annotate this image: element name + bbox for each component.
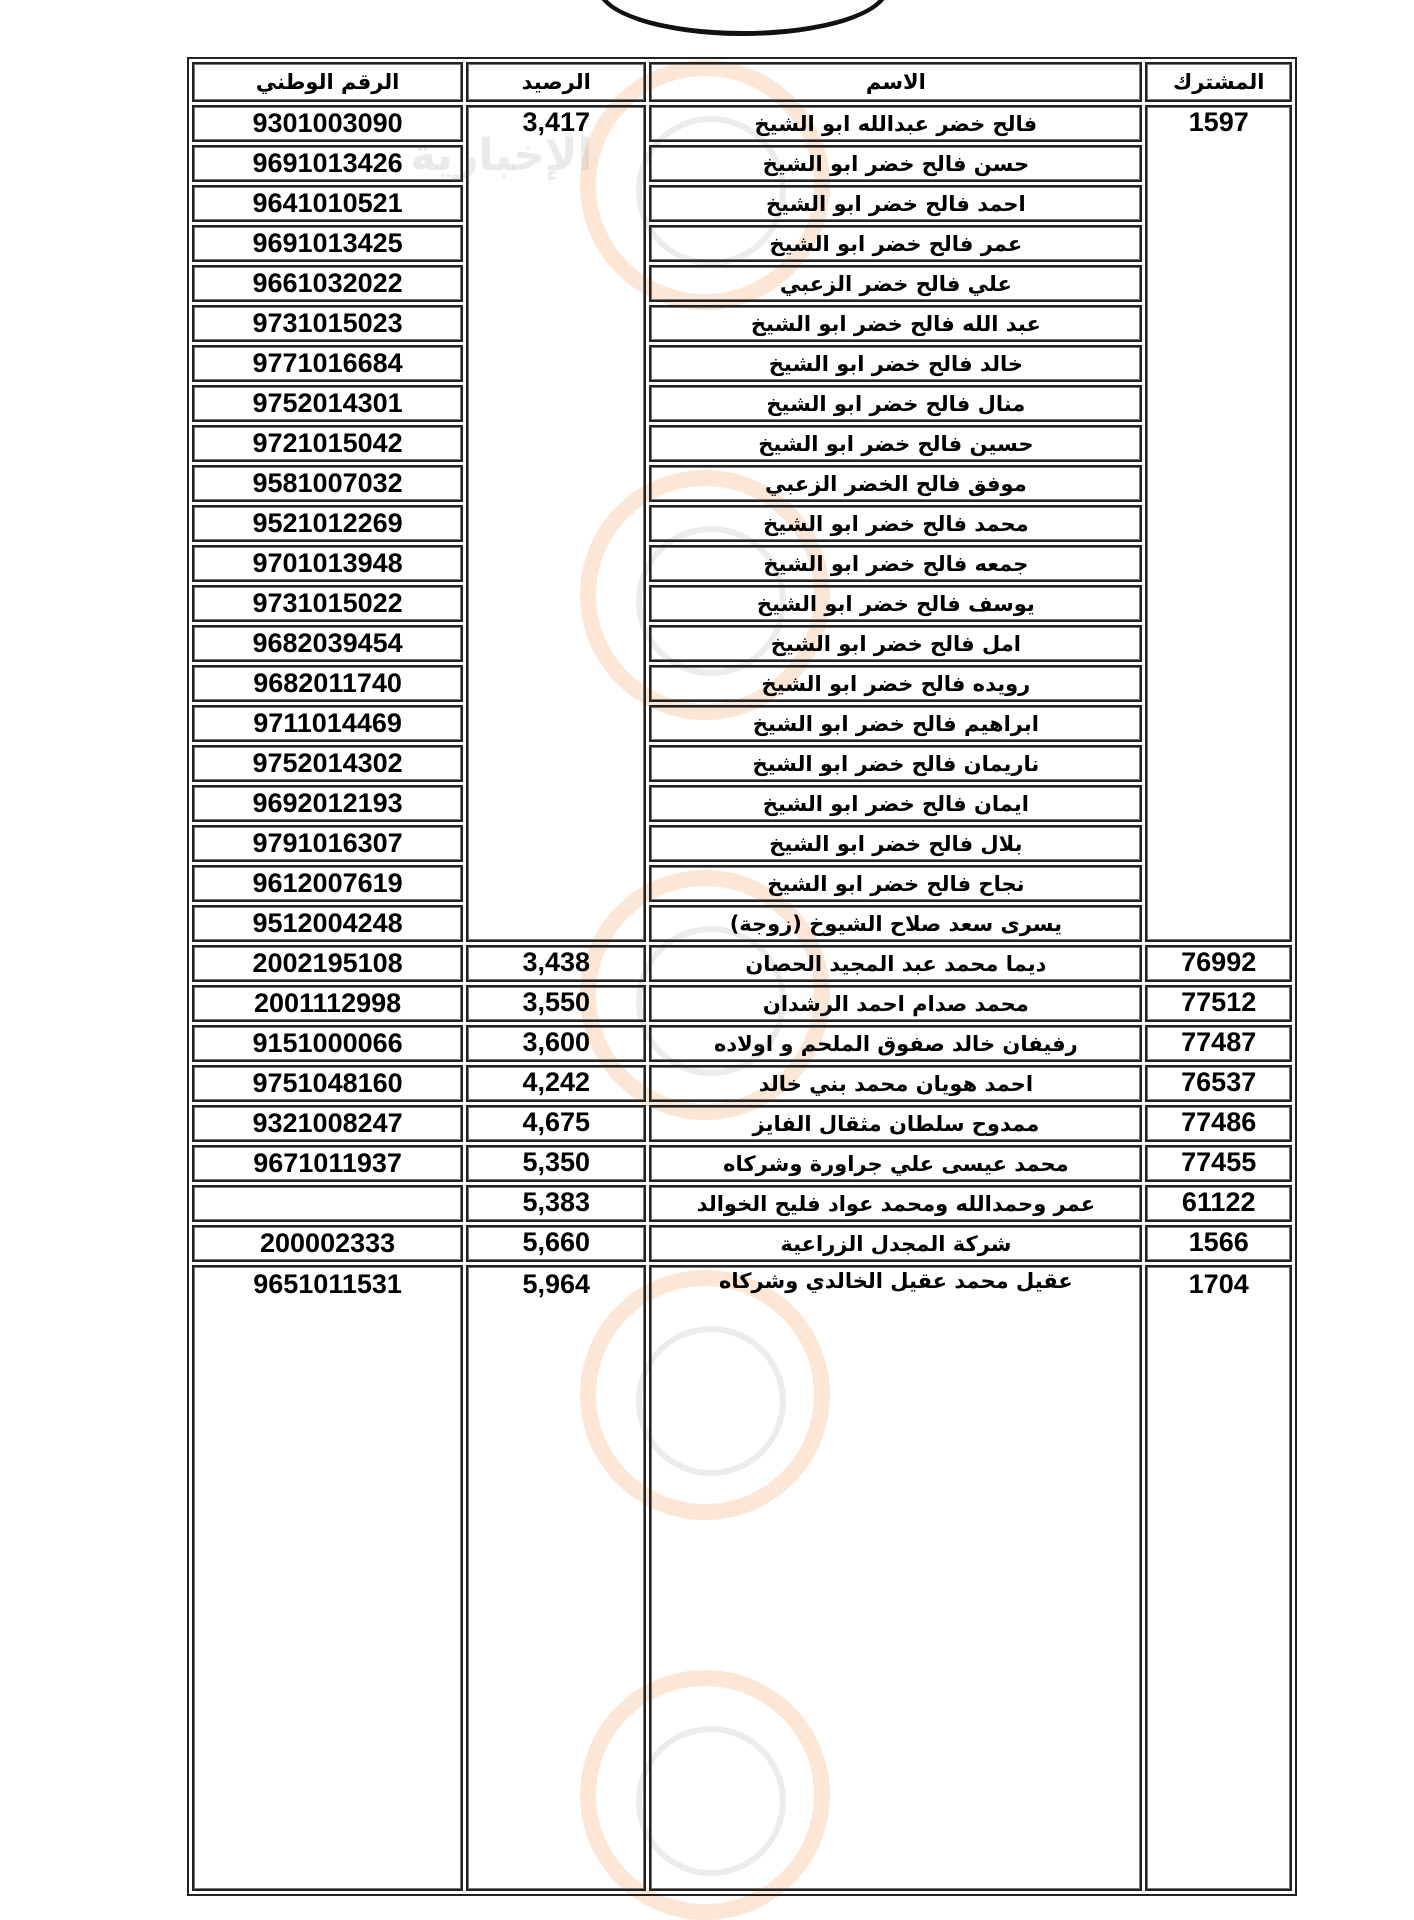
national-id-cell: 9752014301 bbox=[192, 385, 463, 422]
name-cell: ابراهيم فالح خضر ابو الشيخ bbox=[649, 705, 1142, 742]
national-id-cell: 9671011937 bbox=[192, 1145, 463, 1182]
table-row bbox=[192, 265, 1292, 302]
national-id-cell bbox=[192, 1185, 463, 1222]
table-row bbox=[192, 585, 1292, 622]
table-row bbox=[192, 825, 1292, 862]
watermark-subtitle: الإخبارية bbox=[410, 130, 593, 181]
national-id-cell: 9701013948 bbox=[192, 545, 463, 582]
table-row bbox=[192, 665, 1292, 702]
national-id-cell: 9691013426 bbox=[192, 145, 463, 182]
table-row bbox=[192, 625, 1292, 662]
name-cell: رفيفان خالد صفوق الملحم و اولاده bbox=[649, 1025, 1142, 1062]
national-id-cell: 9612007619 bbox=[192, 865, 463, 902]
table-header-row bbox=[192, 62, 1292, 102]
table-row bbox=[192, 1105, 1292, 1142]
table-row bbox=[192, 345, 1292, 382]
balance-cell: 5,383 bbox=[466, 1185, 646, 1222]
header-subscriber: المشترك bbox=[1145, 62, 1292, 102]
national-id-cell: 9651011531 bbox=[192, 1265, 463, 1891]
name-cell: بلال فالح خضر ابو الشيخ bbox=[649, 825, 1142, 862]
header-national-id: الرقم الوطني bbox=[192, 62, 463, 102]
national-id-cell: 9711014469 bbox=[192, 705, 463, 742]
table-row bbox=[192, 385, 1292, 422]
subscriber-cell: 76992 bbox=[1145, 945, 1292, 982]
name-cell: ناريمان فالح خضر ابو الشيخ bbox=[649, 745, 1142, 782]
name-cell: احمد فالح خضر ابو الشيخ bbox=[649, 185, 1142, 222]
subscriber-cell: 77455 bbox=[1145, 1145, 1292, 1182]
name-cell: يوسف فالح خضر ابو الشيخ bbox=[649, 585, 1142, 622]
national-id-cell: 9731015023 bbox=[192, 305, 463, 342]
name-cell: فالح خضر عبدالله ابو الشيخ bbox=[649, 105, 1142, 142]
table-row bbox=[192, 145, 1292, 182]
national-id-cell: 9752014302 bbox=[192, 745, 463, 782]
table-row bbox=[192, 705, 1292, 742]
national-id-cell: 2002195108 bbox=[192, 945, 463, 982]
header-name: الاسم bbox=[649, 62, 1142, 102]
name-cell: حسين فالح خضر ابو الشيخ bbox=[649, 425, 1142, 462]
table-row bbox=[192, 1225, 1292, 1262]
name-cell: شركة المجدل الزراعية bbox=[649, 1225, 1142, 1262]
national-id-cell: 9731015022 bbox=[192, 585, 463, 622]
national-id-cell: 9661032022 bbox=[192, 265, 463, 302]
national-id-cell: 9682039454 bbox=[192, 625, 463, 662]
national-id-cell: 9301003090 bbox=[192, 105, 463, 142]
name-cell: خالد فالح خضر ابو الشيخ bbox=[649, 345, 1142, 382]
balance-cell: 4,242 bbox=[466, 1065, 646, 1102]
subscriber-cell: 77512 bbox=[1145, 985, 1292, 1022]
name-cell: جمعه فالح خضر ابو الشيخ bbox=[649, 545, 1142, 582]
subscriber-cell: 1597 bbox=[1145, 105, 1292, 942]
name-cell: ايمان فالح خضر ابو الشيخ bbox=[649, 785, 1142, 822]
balance-cell: 3,438 bbox=[466, 945, 646, 982]
balance-cell: 5,350 bbox=[466, 1145, 646, 1182]
header-oval-shape bbox=[597, 0, 889, 36]
table-row bbox=[192, 1025, 1292, 1062]
table-row bbox=[192, 185, 1292, 222]
national-id-cell: 9691013425 bbox=[192, 225, 463, 262]
balance-cell: 4,675 bbox=[466, 1105, 646, 1142]
name-cell: علي فالح خضر الزعبي bbox=[649, 265, 1142, 302]
national-id-cell: 9751048160 bbox=[192, 1065, 463, 1102]
subscriber-cell: 76537 bbox=[1145, 1065, 1292, 1102]
national-id-cell: 200002333 bbox=[192, 1225, 463, 1262]
subscriber-cell: 1704 bbox=[1145, 1265, 1292, 1891]
name-cell: محمد صدام احمد الرشدان bbox=[649, 985, 1142, 1022]
table-row bbox=[192, 305, 1292, 342]
national-id-cell: 9151000066 bbox=[192, 1025, 463, 1062]
name-cell: ممدوح سلطان مثقال الفايز bbox=[649, 1105, 1142, 1142]
name-cell: منال فالح خضر ابو الشيخ bbox=[649, 385, 1142, 422]
name-cell: عمر وحمدالله ومحمد عواد فليح الخوالد bbox=[649, 1185, 1142, 1222]
balance-cell: 3,550 bbox=[466, 985, 646, 1022]
national-id-cell: 9682011740 bbox=[192, 665, 463, 702]
subscriber-cell: 1566 bbox=[1145, 1225, 1292, 1262]
name-cell: عبد الله فالح خضر ابو الشيخ bbox=[649, 305, 1142, 342]
table-row bbox=[192, 545, 1292, 582]
table-row bbox=[192, 1065, 1292, 1102]
table-row bbox=[192, 225, 1292, 262]
table-row bbox=[192, 1145, 1292, 1182]
subscriber-cell: 77486 bbox=[1145, 1105, 1292, 1142]
table-row bbox=[192, 865, 1292, 902]
name-cell: يسرى سعد صلاح الشيوخ (زوجة) bbox=[649, 905, 1142, 942]
name-cell: حسن فالح خضر ابو الشيخ bbox=[649, 145, 1142, 182]
table-row bbox=[192, 905, 1292, 942]
balance-cell: 5,964 bbox=[466, 1265, 646, 1891]
table-row bbox=[192, 745, 1292, 782]
national-id-cell: 9721015042 bbox=[192, 425, 463, 462]
table-row bbox=[192, 425, 1292, 462]
name-cell: امل فالح خضر ابو الشيخ bbox=[649, 625, 1142, 662]
name-cell: عمر فالح خضر ابو الشيخ bbox=[649, 225, 1142, 262]
national-id-cell: 9771016684 bbox=[192, 345, 463, 382]
table-row bbox=[192, 505, 1292, 542]
table-row bbox=[192, 945, 1292, 982]
national-id-cell: 9521012269 bbox=[192, 505, 463, 542]
national-id-cell: 9692012193 bbox=[192, 785, 463, 822]
national-id-cell: 9512004248 bbox=[192, 905, 463, 942]
balance-cell: 3,417 bbox=[466, 105, 646, 942]
national-id-cell: 2001112998 bbox=[192, 985, 463, 1022]
name-cell: عقيل محمد عقيل الخالدي وشركاه bbox=[649, 1265, 1142, 1891]
balance-cell: 5,660 bbox=[466, 1225, 646, 1262]
table-row bbox=[192, 105, 1292, 142]
table-row bbox=[192, 985, 1292, 1022]
name-cell: نجاح فالح خضر ابو الشيخ bbox=[649, 865, 1142, 902]
name-cell: موفق فالح الخضر الزعبي bbox=[649, 465, 1142, 502]
name-cell: محمد فالح خضر ابو الشيخ bbox=[649, 505, 1142, 542]
table-row bbox=[192, 1185, 1292, 1222]
national-id-cell: 9791016307 bbox=[192, 825, 463, 862]
balance-cell: 3,600 bbox=[466, 1025, 646, 1062]
name-cell: رويده فالح خضر ابو الشيخ bbox=[649, 665, 1142, 702]
national-id-cell: 9321008247 bbox=[192, 1105, 463, 1142]
name-cell: ديما محمد عبد المجيد الحصان bbox=[649, 945, 1142, 982]
national-id-cell: 9641010521 bbox=[192, 185, 463, 222]
balances-table bbox=[187, 57, 1297, 1896]
subscriber-cell: 61122 bbox=[1145, 1185, 1292, 1222]
table-row bbox=[192, 465, 1292, 502]
table-row bbox=[192, 1265, 1292, 1891]
national-id-cell: 9581007032 bbox=[192, 465, 463, 502]
name-cell: احمد هويان محمد بني خالد bbox=[649, 1065, 1142, 1102]
table-row bbox=[192, 785, 1292, 822]
name-cell: محمد عيسى علي جراورة وشركاه bbox=[649, 1145, 1142, 1182]
header-balance: الرصيد bbox=[466, 62, 646, 102]
subscriber-cell: 77487 bbox=[1145, 1025, 1292, 1062]
